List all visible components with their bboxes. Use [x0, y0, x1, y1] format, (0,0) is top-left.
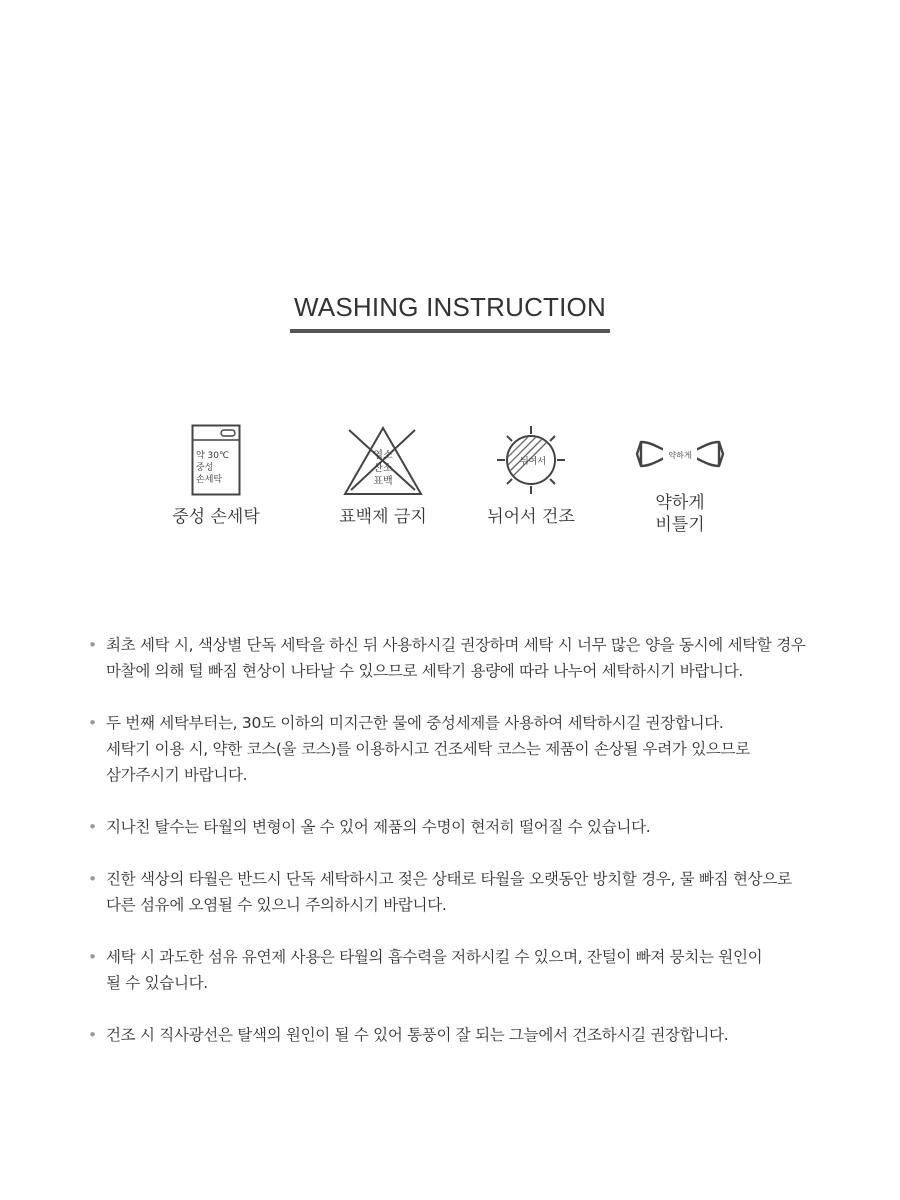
- icon-no-bleach: [323, 424, 443, 528]
- instruction-line: 지나친 탈수는 타월의 변형이 올 수 있어 제품의 수명이 현저히 떨어질 수 있습니다.: [106, 818, 651, 836]
- instruction-line: 될 수 있습니다.: [106, 974, 208, 992]
- icon-shade-dry: [471, 424, 591, 528]
- instruction-line: 세탁 시 과도한 섬유 유연제 사용은 타월의 흡수력을 저하시킬 수 있으며, 잔털이 빠져 뭉치는 원인이: [106, 948, 763, 966]
- list-item: [88, 632, 868, 684]
- icon-caption: 중성 손세탁: [172, 507, 260, 527]
- bullet: •: [88, 636, 97, 654]
- gentle-wring-text: 약하게: [668, 451, 692, 460]
- list-item: [88, 710, 868, 788]
- bullet: •: [88, 818, 97, 836]
- shade-dry-text: 뉘여서: [519, 457, 547, 467]
- no-bleach-text-2: 산소: [373, 463, 393, 474]
- page-title: WASHING INSTRUCTION: [290, 292, 610, 333]
- instruction-line: 삼가주시기 바랍니다.: [106, 766, 248, 784]
- icon-hand-wash: [156, 424, 276, 528]
- instruction-line: 세탁기 이용 시, 약한 코스(울 코스)를 이용하시고 건조세탁 코스는 제품이 손상될 우려가 있으므로: [106, 740, 750, 758]
- instruction-line: 마찰에 의해 털 빠짐 현상이 나타날 수 있으므로 세탁기 용량에 따라 나누어 세탁하시기 바랍니다.: [106, 662, 744, 680]
- list-item: [88, 866, 868, 918]
- gentle-wring-icon: [635, 434, 725, 474]
- icon-caption: 뉘어서 건조: [487, 507, 575, 527]
- bullet: •: [88, 870, 97, 888]
- hand-wash-icon: [191, 424, 241, 496]
- no-bleach-text-3: 표백: [373, 476, 393, 487]
- hand-wash-text-1: 약 30℃: [196, 451, 230, 461]
- hand-wash-text-3: 손세탁: [196, 475, 223, 485]
- icon-caption: 약하게 비틀기: [655, 493, 705, 535]
- instruction-line: 최초 세탁 시, 색상별 단독 세탁을 하신 뒤 사용하시길 권장하며 세탁 시 너무 많은 양을 동시에 세탁할 경우: [106, 636, 806, 654]
- no-bleach-text-1: 염소: [373, 450, 393, 461]
- title-wrap: [0, 292, 900, 333]
- instruction-line: 두 번째 세탁부터는, 30도 이하의 미지근한 물에 중성세제를 사용하여 세탁하시길 권장합니다.: [106, 714, 724, 732]
- bullet: •: [88, 948, 97, 966]
- icon-caption: 표백제 금지: [339, 507, 427, 527]
- bullet: •: [88, 714, 97, 732]
- no-bleach-icon: [341, 424, 425, 496]
- instruction-list: [88, 632, 868, 1074]
- list-item: [88, 814, 868, 840]
- bullet: •: [88, 1026, 97, 1044]
- instruction-line: 다른 섬유에 오염될 수 있으니 주의하시기 바랍니다.: [106, 896, 447, 914]
- hand-wash-text-2: 중성: [196, 463, 214, 473]
- instruction-line: 건조 시 직사광선은 탈색의 원인이 될 수 있어 통풍이 잘 되는 그늘에서 건조하시길 권장합니다.: [106, 1026, 729, 1044]
- instruction-line: 진한 색상의 타월은 반드시 단독 세탁하시고 젖은 상태로 타월을 오랫동안 방치할 경우, 물 빠짐 현상으로: [106, 870, 792, 888]
- list-item: [88, 944, 868, 996]
- list-item: [88, 1022, 868, 1048]
- shade-dry-icon: [495, 424, 567, 496]
- icon-gentle-wring: [620, 434, 740, 536]
